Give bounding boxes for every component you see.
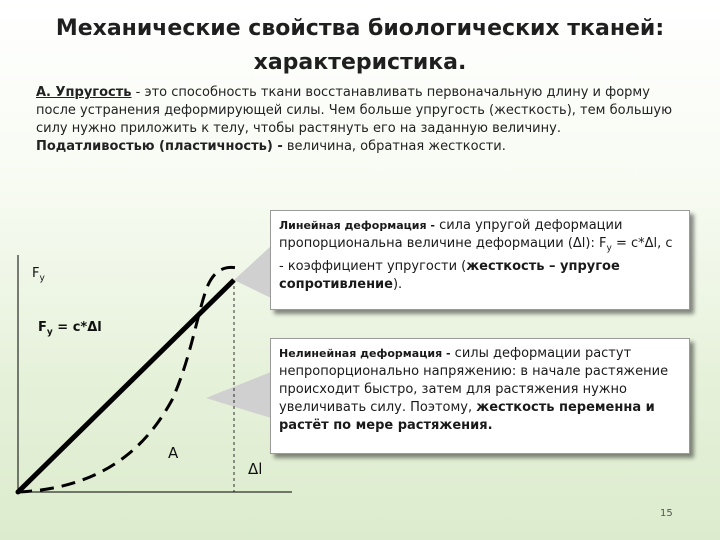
title-line-2: характеристика. (253, 50, 467, 75)
point-label: A (168, 444, 179, 462)
plasticity-definition: величина, обратная жесткости. (282, 139, 506, 154)
linear-deformation-line (18, 280, 234, 492)
page-number: 15 (660, 508, 673, 519)
origin-point (16, 490, 21, 495)
plasticity-term: Податливостью (пластичность) - (36, 139, 283, 154)
nonlinear-callout-pointer (206, 372, 271, 418)
linear-lead: Линейная деформация - (279, 219, 435, 232)
y-axis-label: $F_у$ (32, 266, 45, 284)
title-line-1: Механические свойства биологических тканей: (55, 16, 665, 41)
linear-formula: $F_у = с*\Delta l$ (38, 320, 102, 338)
linear-deformation-callout: Линейная деформация - сила упругой деформации пропорциональна величине деформации (Δl): $F_у = с*\Delta l$, с - коэффициент упругости (жесткость – упругое сопротивление). (270, 210, 690, 310)
nonlinear-lead: Нелинейная деформация - (279, 347, 451, 360)
nonlinear-deformation-callout: Нелинейная деформация - силы деформации растут непропорционально напряжению: в начале растяжение происходит быстро, затем для растяжения нужно увеличивать силу. Поэтому, жесткость переменна и растёт по мере растяжения. (270, 338, 690, 454)
elasticity-term: А. Упругость (36, 85, 132, 100)
linear-callout-pointer (234, 246, 271, 298)
x-axis-label: Δl (248, 460, 263, 478)
elasticity-definition: - это способность ткани восстанавливать первоначальную длину и форму после устранения деформирующей силы. Чем больше упругость (жесткость), тем большую силу нужно приложить к телу, чтобы растянуть его на заданную величину. (36, 85, 673, 136)
